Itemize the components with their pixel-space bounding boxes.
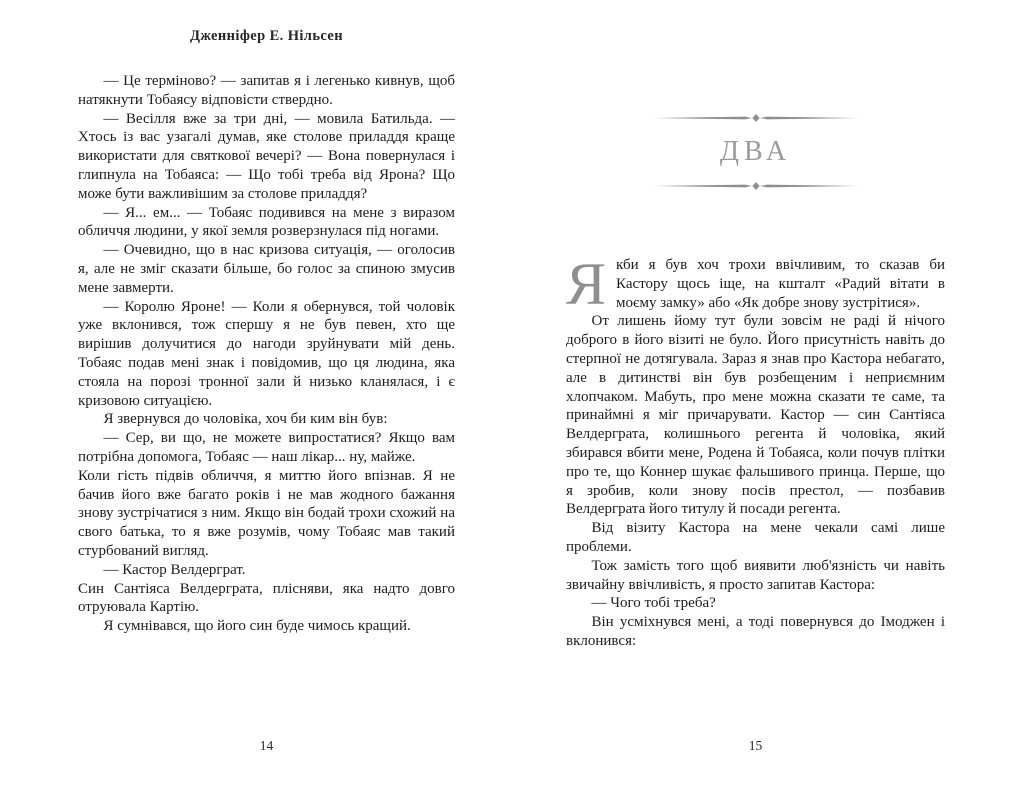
- right-text-block: [566, 251, 945, 651]
- paragraph: Він усміхнувся мені, а тоді повернувся до Імоджен і вклонився:: [566, 614, 945, 649]
- paragraph: — Кастор Велдерграт.: [103, 561, 246, 578]
- paragraph: — Весілля вже за три дні, — мовила Батильда. — Хтось із вас узагалі думав, яке столове приладдя краще використати для святкової вечері? — Вона повернулася і глипнула на Тобаяса: — Що тобі треба від Ярона? Що може бути важливішим за столове приладдя?: [78, 110, 455, 202]
- paragraph: Коли гість підвів обличчя, я миттю його впізнав. Я не бачив його вже багато років і не мав жодного бажання знову зустрічатися з ним. Якщо він бодай трохи схожий на свого батька, то я вже розумів, чому Тобаяс мав такий стурбований вигляд.: [78, 467, 455, 559]
- paragraph-text: кби я був хоч трохи ввічливим, то сказав би Кастору щось іще, на кшталт «Радий вітати в моєму замку» або «Як добре знову зустрітися».: [616, 257, 945, 311]
- paragraph: Я звернувся до чоловіка, хоч би ким він був:: [103, 411, 388, 428]
- left-text-block: [78, 72, 455, 636]
- paragraph: От лишень йому тут були зовсім не раді й нічого доброго в його візиті не було. Його присутність навіть до стерпної не дотягувала. Зараз я знав про Кастора небагато, але в дитинстві він був розбещеним і неприємним хлопчаком. Мабуть, про мене можна сказати те саме, та принаймні я міг причарувати. Кастор — син Сантіяса Велдерграта, колишнього регента й чоловіка, який збирався вбити мене, Родена й Тобаяса, коли почув плітки про те, що Коннер шукає фальшивого принца. Перше, що я зробив, коли знову посів престол, — позбавив Велдерграта його титулу й посади регента.: [566, 313, 945, 518]
- paragraph: — Це терміново? — запитав я і легенько кивнув, щоб натякнути Тобаясу відповісти ствердно.: [78, 73, 455, 108]
- paragraph: — Сер, ви що, не можете випростатися? Якщо вам потрібна допомога, Тобаяс — наш лікар... ну, майже.: [78, 430, 455, 465]
- chapter-heading: [566, 112, 945, 192]
- paragraph: — Королю Яроне! — Коли я обернувся, той чоловік уже вклонився, тож спершу я не був певен, хто ще вирішив долучитися до нагоди зруйнувати мій день. Тобаяс подав мені знак і повідомив, що ця людина, яка стояла на порозі тронної зали й низько кланялася, і є кризовою ситуацією.: [78, 298, 455, 409]
- paragraph: Тож замість того щоб виявити люб'язність чи навіть звичайну ввічливість, я просто запитав Кастора:: [566, 557, 945, 593]
- running-header: Дженніфер Е. Нільсен: [189, 28, 344, 44]
- chapter-ornament-top-icon: [651, 112, 861, 124]
- page-right: [566, 0, 945, 788]
- paragraph: Від візиту Кастора на мене чекали самі лише проблеми.: [566, 520, 945, 555]
- paragraph: — Я... ем... — Тобаяс подивився на мене з виразом обличчя людини, у якої земля розверзнулася під ногами.: [78, 204, 455, 240]
- paragraph-dropcap: [566, 251, 945, 317]
- chapter-title: ДВА: [719, 136, 792, 167]
- page-number-left: 14: [259, 738, 274, 753]
- page-number-right: 15: [748, 738, 763, 753]
- paragraph: — Очевидно, що в нас кризова ситуація, — оголосив я, але не зміг сказати більше, бо голос за спиною змусив мене завмерти.: [78, 242, 455, 296]
- paragraph: Син Сантіяса Велдерграта, плісняви, яка надто довго отруювала Картію.: [78, 580, 455, 616]
- chapter-ornament-bottom-icon: [651, 180, 861, 192]
- paragraph: — Чого тобі треба?: [591, 595, 716, 612]
- paragraph: Я сумнівався, що його син буде чимось кращий.: [103, 618, 411, 635]
- page-left: [78, 0, 455, 788]
- drop-cap: Я: [566, 251, 607, 317]
